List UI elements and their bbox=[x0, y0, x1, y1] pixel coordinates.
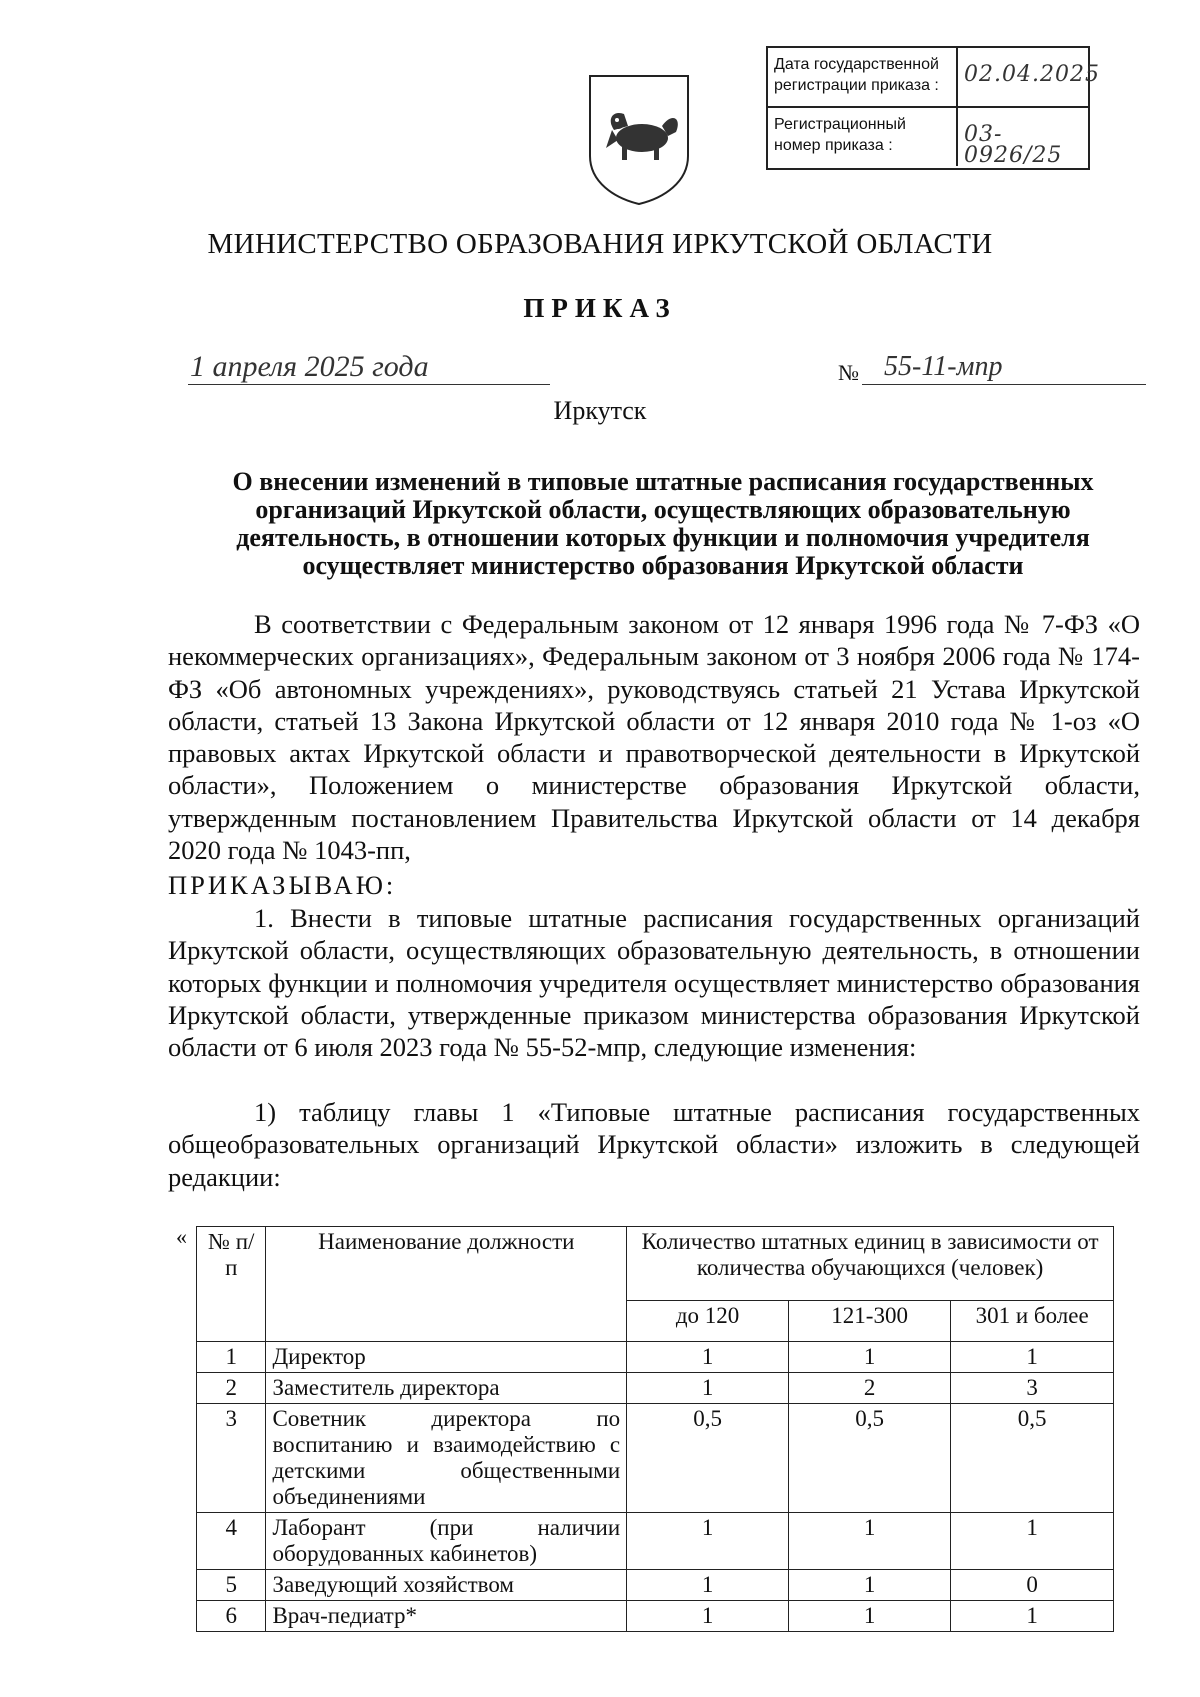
row-value: 1 bbox=[789, 1513, 951, 1570]
city: Иркутск bbox=[553, 396, 647, 425]
row-num: 6 bbox=[197, 1601, 266, 1632]
stamp-date-row bbox=[768, 48, 1100, 108]
header-num: № п/п bbox=[197, 1227, 266, 1342]
row-value: 1 bbox=[789, 1570, 951, 1601]
row-value: 1 bbox=[951, 1601, 1114, 1632]
order-number-sign: № bbox=[838, 360, 859, 385]
header-name: Наименование должности bbox=[266, 1227, 627, 1342]
row-value: 1 bbox=[627, 1342, 789, 1373]
row-value: 1 bbox=[627, 1373, 789, 1404]
row-position: Советник директора по воспитанию и взаимодействию с детскими общественными объединениями bbox=[266, 1404, 627, 1513]
row-position: Лаборант (при наличии оборудованных кабинетов) bbox=[266, 1513, 627, 1570]
row-value: 1 bbox=[789, 1342, 951, 1373]
row-value: 3 bbox=[951, 1373, 1114, 1404]
table-header-row bbox=[197, 1227, 1114, 1301]
subheader-col-2: 121-300 bbox=[789, 1301, 951, 1342]
row-num: 3 bbox=[197, 1404, 266, 1513]
table-row bbox=[197, 1513, 1114, 1570]
row-position: Заместитель директора bbox=[266, 1373, 627, 1404]
row-num: 1 bbox=[197, 1342, 266, 1373]
stamp-date-value: 02.04.2025 bbox=[964, 62, 1100, 87]
row-num: 2 bbox=[197, 1373, 266, 1404]
stamp-date-label: Дата государственной регистрации приказа : bbox=[774, 56, 939, 94]
row-value: 0,5 bbox=[627, 1404, 789, 1513]
row-value: 0 bbox=[951, 1570, 1114, 1601]
row-value: 0,5 bbox=[789, 1404, 951, 1513]
coat-of-arms-icon bbox=[584, 70, 694, 208]
row-num: 5 bbox=[197, 1570, 266, 1601]
row-num: 4 bbox=[197, 1513, 266, 1570]
order-date: 1 апреля 2025 года bbox=[188, 350, 550, 385]
table-row bbox=[197, 1404, 1114, 1513]
row-value: 2 bbox=[789, 1373, 951, 1404]
stamp-number-label: Регистрационный номер приказа : bbox=[774, 116, 906, 154]
row-value: 1 bbox=[951, 1342, 1114, 1373]
row-value: 1 bbox=[627, 1601, 789, 1632]
subheader-col-3: 301 и более bbox=[951, 1301, 1114, 1342]
table-open-quote: « bbox=[176, 1224, 187, 1249]
order-number: 55-11-мпр bbox=[862, 350, 1146, 385]
document-heading: О внесении изменений в типовые штатные расписания государственных организаций Иркутской области, осуществляющих образовательную деятельность, в отношении которых функции и полномочия учредителя осуществляет министерство образования Иркутской области bbox=[232, 467, 1094, 580]
clause-1-paragraph: 1. Внести в типовые штатные расписания государственных организаций Иркутской области, осуществляющих образовательную деятельность, в отношении которых функции и полномочия учредителя осуществляет министерство образования Иркутской области, утвержденные приказом министерства образования Иркутской области от 6 июля 2023 года № 55-52-мпр, следующие изменения: bbox=[168, 903, 1140, 1063]
row-value: 1 bbox=[627, 1513, 789, 1570]
table-row bbox=[197, 1570, 1114, 1601]
table-row bbox=[197, 1342, 1114, 1373]
document-type: ПРИКАЗ bbox=[523, 293, 677, 323]
row-position: Врач-педиатр* bbox=[266, 1601, 627, 1632]
ministry-name: МИНИСТЕРСТВО ОБРАЗОВАНИЯ ИРКУТСКОЙ ОБЛАСТИ bbox=[207, 228, 993, 260]
header-group: Количество штатных единиц в зависимости от количества обучающихся (человек) bbox=[627, 1227, 1114, 1301]
stamp-number-row bbox=[768, 108, 1088, 166]
table-row bbox=[197, 1601, 1114, 1632]
staff-table bbox=[196, 1226, 1114, 1632]
subheader-col-1: до 120 bbox=[627, 1301, 789, 1342]
registration-stamp bbox=[766, 46, 1100, 170]
stamp-number-value: 03-0926/25 bbox=[964, 122, 1063, 168]
row-value: 1 bbox=[789, 1601, 951, 1632]
clause-1-1-paragraph: 1) таблицу главы 1 «Типовые штатные расписания государственных общеобразовательных организаций Иркутской области» изложить в следующей редакции: bbox=[168, 1097, 1140, 1192]
row-value: 1 bbox=[951, 1513, 1114, 1570]
preamble-paragraph: В соответствии с Федеральным законом от 12 января 1996 года № 7-ФЗ «О некоммерческих организациях», Федеральным законом от 3 ноября 2006 года № 174-ФЗ «Об автономных учреждениях», руководствуясь статьей 21 Устава Иркутской области, статьей 13 Закона Иркутской области от 12 января 2010 года № 1-оз «О правовых актах Иркутской области и правотворческой деятельности в Иркутской области», Положением о министерстве образования Иркутской области, утвержденным постановлением Правительства Иркутской области от 14 декабря 2020 года № 1043-пп, bbox=[168, 609, 1140, 866]
row-position: Директор bbox=[266, 1342, 627, 1373]
row-value: 0,5 bbox=[951, 1404, 1114, 1513]
order-word: ПРИКАЗЫВАЮ: bbox=[168, 870, 397, 900]
table-row bbox=[197, 1373, 1114, 1404]
row-value: 1 bbox=[627, 1570, 789, 1601]
row-position: Заведующий хозяйством bbox=[266, 1570, 627, 1601]
